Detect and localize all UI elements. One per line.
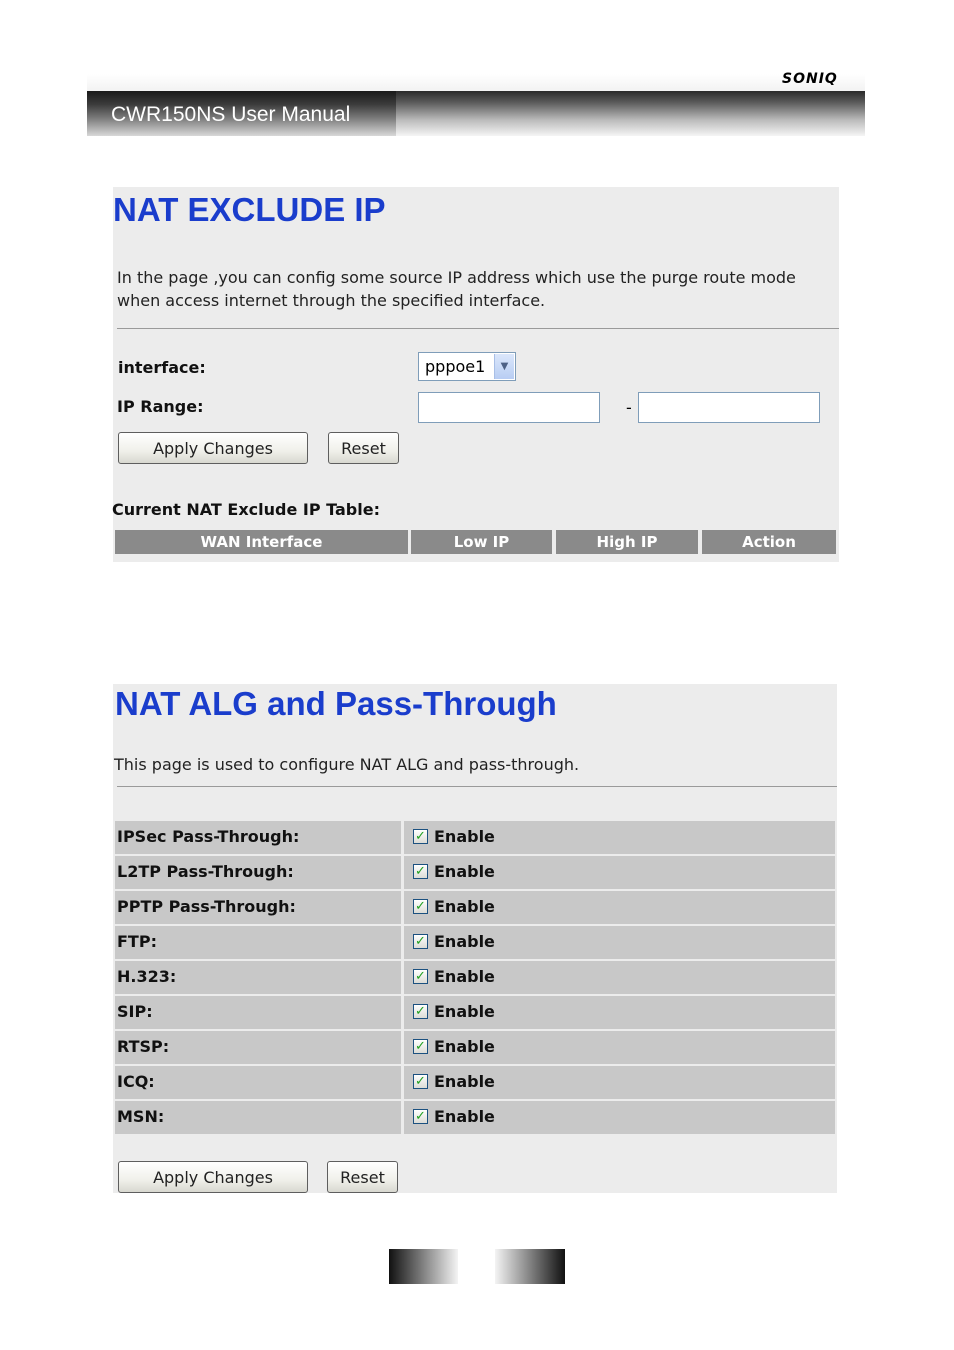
enable-checkbox[interactable] [413, 1074, 428, 1089]
alg-row-label: MSN: [115, 1101, 401, 1134]
ip-range-label: IP Range: [117, 397, 204, 416]
alg-row-value [404, 926, 835, 959]
checkmark-icon: ✓ [415, 1004, 426, 1019]
alg-row-ftp [115, 926, 835, 959]
enable-checkbox[interactable] [413, 864, 428, 879]
nat-exclude-panel [113, 187, 839, 562]
alg-row-label: ICQ: [115, 1066, 401, 1099]
alg-row-icq [115, 1066, 835, 1099]
manual-title: CWR150NS User Manual [111, 103, 351, 126]
alg-row-sip [115, 996, 835, 1029]
alg-row-msn [115, 1101, 835, 1134]
alg-row-value [404, 1031, 835, 1064]
enable-label: Enable [434, 932, 495, 951]
alg-row-h323 [115, 961, 835, 994]
apply-changes-button[interactable]: Apply Changes [118, 432, 308, 464]
page-title: NAT ALG and Pass-Through [115, 685, 557, 722]
ip-range-separator: - [626, 398, 632, 417]
alg-row-label: RTSP: [115, 1031, 401, 1064]
enable-checkbox[interactable] [413, 1039, 428, 1054]
divider [117, 786, 837, 787]
alg-row-value [404, 1066, 835, 1099]
alg-row-label: SIP: [115, 996, 401, 1029]
checkmark-icon: ✓ [415, 864, 426, 879]
interface-label: interface: [118, 358, 206, 377]
alg-row-label: FTP: [115, 926, 401, 959]
page-description: In the page ,you can config some source IP address which use the purge route mode when access internet through the specified interface. [117, 268, 796, 310]
alg-row-value [404, 891, 835, 924]
table-title: Current NAT Exclude IP Table: [112, 500, 380, 519]
enable-label: Enable [434, 1037, 495, 1056]
checkmark-icon: ✓ [415, 829, 426, 844]
interface-select-value: pppoe1 [425, 357, 486, 376]
nat-alg-panel [113, 684, 837, 1193]
alg-row-ipsec [115, 821, 835, 854]
alg-row-label: PPTP Pass-Through: [115, 891, 401, 924]
alg-row-value [404, 961, 835, 994]
page-description: This page is used to configure NAT ALG and pass-through. [114, 755, 580, 774]
alg-row-l2tp [115, 856, 835, 889]
alg-row-rtsp [115, 1031, 835, 1064]
enable-label: Enable [434, 1072, 495, 1091]
enable-checkbox[interactable] [413, 1004, 428, 1019]
checkmark-icon: ✓ [415, 1109, 426, 1124]
alg-row-value [404, 821, 835, 854]
enable-checkbox[interactable] [413, 899, 428, 914]
checkmark-icon: ✓ [415, 969, 426, 984]
footer-gradient-right [495, 1249, 565, 1284]
enable-checkbox[interactable] [413, 829, 428, 844]
enable-checkbox[interactable] [413, 1109, 428, 1124]
column-header-low-ip: Low IP [411, 530, 552, 554]
alg-row-value [404, 856, 835, 889]
enable-label: Enable [434, 827, 495, 846]
page-title: NAT EXCLUDE IP [113, 191, 386, 228]
enable-checkbox[interactable] [413, 934, 428, 949]
ip-high-input[interactable] [638, 392, 820, 423]
checkmark-icon: ✓ [415, 1039, 426, 1054]
alg-row-value [404, 996, 835, 1029]
ip-low-input[interactable] [418, 392, 600, 423]
enable-label: Enable [434, 862, 495, 881]
checkmark-icon: ✓ [415, 1074, 426, 1089]
enable-label: Enable [434, 897, 495, 916]
alg-row-label: H.323: [115, 961, 401, 994]
alg-row-pptp [115, 891, 835, 924]
enable-label: Enable [434, 1107, 495, 1126]
alg-row-value [404, 1101, 835, 1134]
chevron-down-icon[interactable]: ▼ [494, 354, 514, 379]
enable-label: Enable [434, 967, 495, 986]
checkmark-icon: ✓ [415, 899, 426, 914]
enable-checkbox[interactable] [413, 969, 428, 984]
alg-row-label: L2TP Pass-Through: [115, 856, 401, 889]
divider [117, 328, 839, 329]
column-header-action: Action [702, 530, 836, 554]
interface-select[interactable] [418, 352, 516, 381]
column-header-high-ip: High IP [556, 530, 698, 554]
footer-gradient-left [389, 1249, 458, 1284]
alg-row-label: IPSec Pass-Through: [115, 821, 401, 854]
enable-label: Enable [434, 1002, 495, 1021]
reset-button[interactable]: Reset [327, 1161, 398, 1193]
apply-changes-button[interactable]: Apply Changes [118, 1161, 308, 1193]
checkmark-icon: ✓ [415, 934, 426, 949]
brand-logo: SONIQ [782, 71, 838, 87]
column-header-wan-interface: WAN Interface [115, 530, 408, 554]
reset-button[interactable]: Reset [328, 432, 399, 464]
header-strip [87, 74, 865, 92]
